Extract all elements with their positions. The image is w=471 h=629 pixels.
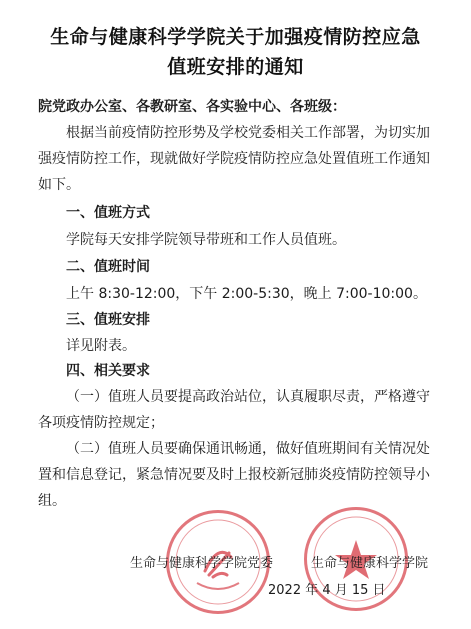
section-heading: 四、相关要求: [66, 363, 150, 379]
section-text: 各项疫情防控规定；: [38, 415, 164, 431]
intro-line: 如下。: [38, 177, 80, 193]
section-heading: 一、值班方式: [66, 205, 150, 221]
section-text: 组。: [38, 493, 66, 509]
intro-line: 根据当前疫情防控形势及学校党委相关工作部署，为切实加: [66, 125, 430, 141]
signature-college: 生命与健康科学学院: [311, 556, 429, 571]
section-text: 上午 8:30-12:00，下午 2:00-5:30，晚上 7:00-10:00。: [66, 286, 427, 302]
title-line-1: 生命与健康科学学院关于加强疫情防控应急: [50, 26, 421, 48]
title-line-2: 值班安排的通知: [167, 56, 304, 78]
section-text: （一）值班人员要提高政治站位，认真履职尽责，严格遵守: [66, 389, 430, 405]
salutation: 院党政办公室、各教研室、各实验中心、各班级：: [38, 99, 346, 115]
intro-line: 强疫情防控工作，现就做好学院疫情防控应急处置值班工作通知: [38, 151, 430, 167]
signature-party-committee: 生命与健康科学学院党委: [130, 556, 274, 571]
section-text: （二）值班人员要确保通讯畅通，做好值班期间有关情况处: [66, 441, 430, 457]
section-text: 详见附表。: [66, 338, 136, 354]
section-heading: 三、值班安排: [66, 312, 150, 328]
section-heading: 二、值班时间: [66, 259, 150, 275]
section-text: 置和信息登记，紧急情况要及时上报校新冠肺炎疫情防控领导小: [38, 467, 430, 483]
section-text: 学院每天安排学院领导带班和工作人员值班。: [66, 232, 346, 248]
issue-date: 2022 年 4 月 15 日: [268, 583, 386, 598]
